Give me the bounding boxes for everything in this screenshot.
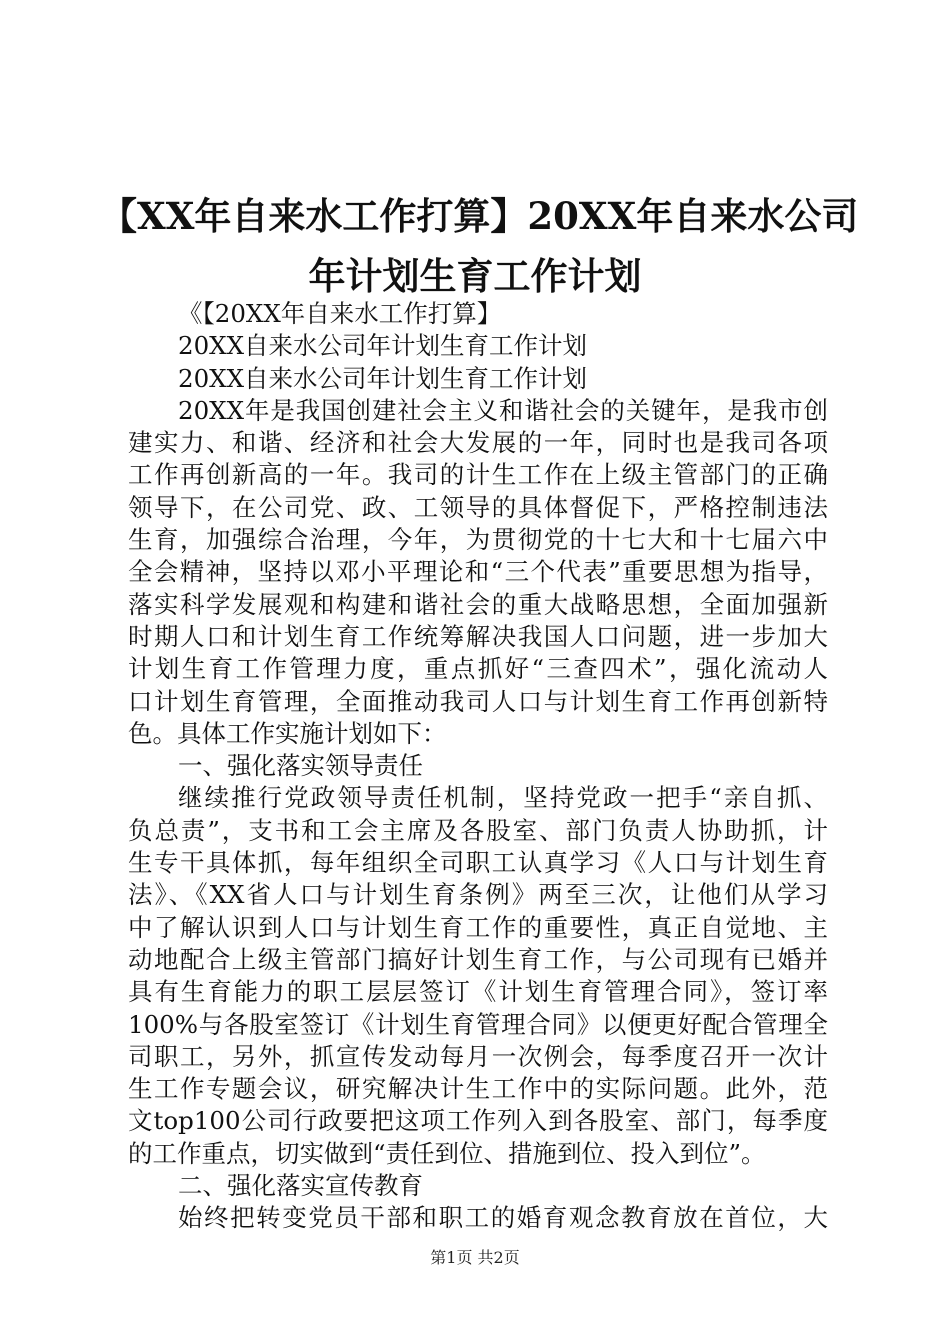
document-title-line-2: 年计划生育工作计划 [308,254,642,298]
paragraph-line: 全会精神，坚持以邓小平理论和“三个代表”重要思想为指导， [128,557,828,587]
paragraph-line: 动地配合上级主管部门搞好计划生育工作，与公司现有已婚并 [128,944,828,974]
paragraph-line: 生育，加强综合治理，今年，为贯彻党的十七大和十七届六中 [128,525,828,555]
paragraph-line: 色。具体工作实施计划如下： [128,718,447,748]
paragraph-line: 法》、《XX省人口与计划生育条例》两至三次，让他们从学习 [128,880,828,910]
paragraph-line: 建实力、和谐、经济和社会大发展的一年，同时也是我司各项 [128,428,828,458]
paragraph-line: 落实科学发展观和构建和谐社会的重大战略思想，全面加强新 [128,589,828,619]
paragraph-line: 100%与各股室签订《计划生育管理合同》以便更好配合管理全 [128,1009,828,1039]
paragraph-line: 20XX年是我国创建社会主义和谐社会的关键年，是我市创 [178,395,828,425]
paragraph-line: 负总责”，支书和工会主席及各股室、部门负责人协助抓，计 [128,815,828,845]
paragraph-line: 计划生育工作管理力度，重点抓好“三查四术”，强化流动人 [128,654,828,684]
paragraph-line: 一、强化落实领导责任 [178,751,423,781]
paragraph-line: 生工作专题会议，研究解决计生工作中的实际问题。此外，范 [128,1074,828,1104]
paragraph-line: 《【20XX年自来水工作打算】 [178,299,502,328]
paragraph-line: 司职工，另外，抓宣传发动每月一次例会，每季度召开一次计 [128,1041,828,1071]
document-body [128,298,828,1235]
paragraph-line: 口计划生育管理，全面推动我司人口与计划生育工作再创新特 [128,686,828,716]
paragraph-line: 中了解认识到人口与计划生育工作的重要性，真正自觉地、主 [128,912,828,942]
paragraph-line: 具有生育能力的职工层层签订《计划生育管理合同》，签订率 [128,977,828,1007]
paragraph-line: 二、强化落实宣传教育 [178,1171,423,1201]
paragraph-line: 领导下，在公司党、政、工领导的具体督促下，严格控制违法 [128,492,828,522]
paragraph-line: 的工作重点，切实做到“责任到位、措施到位、投入到位”。 [128,1138,766,1168]
page-footer: 第1页 共2页 [430,1248,520,1267]
paragraph-line: 始终把转变党员干部和职工的婚育观念教育放在首位，大 [178,1203,828,1233]
paragraph-line: 文top100公司行政要把这项工作列入到各股室、部门，每季度 [128,1106,828,1136]
paragraph-line: 20XX自来水公司年计划生育工作计划 [178,363,588,393]
paragraph-line: 工作再创新高的一年。我司的计生工作在上级主管部门的正确 [128,460,828,490]
paragraph-line: 时期人口和计划生育工作统筹解决我国人口问题，进一步加大 [128,621,828,651]
paragraph-line: 20XX自来水公司年计划生育工作计划 [178,331,588,361]
document-title-line-1: 【XX年自来水工作打算】20XX年自来水公司 [100,194,859,238]
paragraph-line: 生专干具体抓，每年组织全司职工认真学习《人口与计划生育 [128,848,828,878]
paragraph-line: 继续推行党政领导责任机制，坚持党政一把手“亲自抓、 [178,783,828,813]
